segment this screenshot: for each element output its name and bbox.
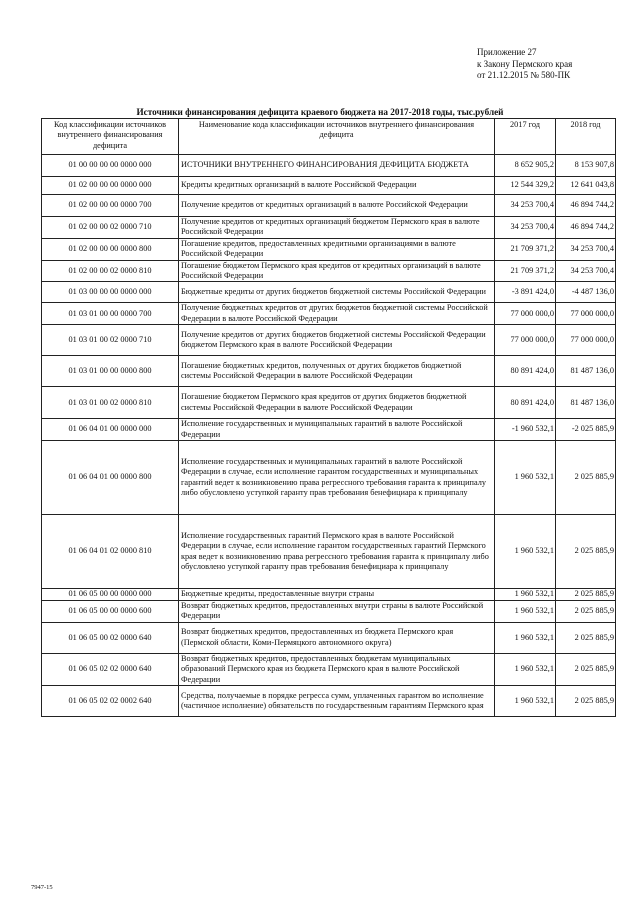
value-2017-cell: 1 960 532,1 xyxy=(495,653,556,685)
header-2018: 2018 год xyxy=(556,119,616,155)
value-2017-cell: 80 891 424,0 xyxy=(495,356,556,387)
table-row xyxy=(42,686,616,717)
value-2018-cell: 77 000 000,0 xyxy=(556,325,616,356)
table-row xyxy=(42,589,616,601)
value-2017-cell: -3 891 424,0 xyxy=(495,282,556,303)
value-2018-cell: 34 253 700,4 xyxy=(556,260,616,282)
code-cell: 01 02 00 00 00 0000 800 xyxy=(42,238,179,260)
code-cell: 01 06 05 00 00 0000 000 xyxy=(42,589,179,601)
value-2017-cell: -1 960 532,1 xyxy=(495,419,556,441)
code-cell: 01 06 04 01 02 0000 810 xyxy=(42,515,179,589)
table-row xyxy=(42,325,616,356)
value-2017-cell: 77 000 000,0 xyxy=(495,325,556,356)
name-cell: Погашение кредитов, предоставленных кредитными организациями в валюте Российской Федерации xyxy=(179,238,495,260)
appendix-note xyxy=(477,47,572,82)
code-cell: 01 02 00 00 00 0000 700 xyxy=(42,195,179,217)
code-cell: 01 00 00 00 00 0000 000 xyxy=(42,155,179,177)
table-row xyxy=(42,155,616,177)
name-cell: Получение кредитов от кредитных организаций в валюте Российской Федерации xyxy=(179,195,495,217)
value-2018-cell: 2 025 885,9 xyxy=(556,601,616,623)
value-2018-cell: 2 025 885,9 xyxy=(556,441,616,515)
table-header-row xyxy=(42,119,616,155)
table-row xyxy=(42,441,616,515)
value-2018-cell: 8 153 907,8 xyxy=(556,155,616,177)
value-2017-cell: 12 544 329,2 xyxy=(495,177,556,195)
value-2017-cell: 1 960 532,1 xyxy=(495,589,556,601)
table-row xyxy=(42,238,616,260)
value-2018-cell: 46 894 744,2 xyxy=(556,195,616,217)
value-2017-cell: 1 960 532,1 xyxy=(495,515,556,589)
value-2018-cell: 77 000 000,0 xyxy=(556,303,616,325)
code-cell: 01 06 04 01 00 0000 000 xyxy=(42,419,179,441)
name-cell: Получение кредитов от кредитных организаций бюджетом Пермского края в валюте Российской Федерации xyxy=(179,217,495,239)
table-row xyxy=(42,177,616,195)
value-2018-cell: 34 253 700,4 xyxy=(556,238,616,260)
code-cell: 01 02 00 00 02 0000 810 xyxy=(42,260,179,282)
value-2018-cell: -4 487 136,0 xyxy=(556,282,616,303)
appendix-line-2: к Закону Пермского края xyxy=(477,58,573,69)
table-row xyxy=(42,622,616,653)
value-2017-cell: 1 960 532,1 xyxy=(495,686,556,717)
appendix-line-1: Приложение 27 xyxy=(477,47,537,57)
code-cell: 01 03 01 00 00 0000 700 xyxy=(42,303,179,325)
header-code: Код классификации источников внутреннего финансирования дефицита xyxy=(42,119,179,155)
value-2018-cell: 2 025 885,9 xyxy=(556,515,616,589)
code-cell: 01 06 04 01 00 0000 800 xyxy=(42,441,179,515)
code-cell: 01 06 05 00 02 0000 640 xyxy=(42,622,179,653)
name-cell: Возврат бюджетных кредитов, предоставленных внутри страны в валюте Российской Федерации xyxy=(179,601,495,623)
value-2017-cell: 80 891 424,0 xyxy=(495,387,556,419)
table-row xyxy=(42,195,616,217)
value-2018-cell: 81 487 136,0 xyxy=(556,356,616,387)
name-cell: Кредиты кредитных организаций в валюте Российской Федерации xyxy=(179,177,495,195)
name-cell: Погашение бюджетом Пермского края кредитов от кредитных организаций в валюте Российской Федерации xyxy=(179,260,495,282)
table-row xyxy=(42,282,616,303)
value-2018-cell: 2 025 885,9 xyxy=(556,622,616,653)
table-row xyxy=(42,653,616,685)
table-row xyxy=(42,601,616,623)
name-cell: Погашение бюджетом Пермского края кредитов от других бюджетов бюджетной системы Российской Федерации в валюте Российской Федерации xyxy=(179,387,495,419)
table-row xyxy=(42,515,616,589)
table-row xyxy=(42,217,616,239)
name-cell: Возврат бюджетных кредитов, предоставленных бюджетам муниципальных образований Пермского края из бюджета Пермского края в валюте Российской Федерации xyxy=(179,653,495,685)
name-cell: Погашение бюджетных кредитов, полученных от других бюджетов бюджетной системы Российской Федерации в валюте Российской Федерации xyxy=(179,356,495,387)
name-cell: Получение бюджетных кредитов от других бюджетов бюджетной системы Российской Федерации в валюте Российской Федерации xyxy=(179,303,495,325)
value-2018-cell: 2 025 885,9 xyxy=(556,686,616,717)
value-2018-cell: -2 025 885,9 xyxy=(556,419,616,441)
table-row xyxy=(42,419,616,441)
name-cell: Бюджетные кредиты от других бюджетов бюджетной системы Российской Федерации xyxy=(179,282,495,303)
value-2017-cell: 21 709 371,2 xyxy=(495,238,556,260)
code-cell: 01 03 01 00 02 0000 810 xyxy=(42,387,179,419)
table-row xyxy=(42,260,616,282)
value-2017-cell: 34 253 700,4 xyxy=(495,217,556,239)
value-2017-cell: 21 709 371,2 xyxy=(495,260,556,282)
name-cell: Средства, получаемые в порядке регресса сумм, уплаченных гарантом во исполнение (частичное исполнение) обязательств по государственным гарантиям Пермского края xyxy=(179,686,495,717)
value-2018-cell: 46 894 744,2 xyxy=(556,217,616,239)
name-cell: ИСТОЧНИКИ ВНУТРЕННЕГО ФИНАНСИРОВАНИЯ ДЕФИЦИТА БЮДЖЕТА xyxy=(179,155,495,177)
value-2017-cell: 1 960 532,1 xyxy=(495,622,556,653)
header-name: Наименование кода классификации источников внутреннего финансирования дефицита xyxy=(179,119,495,155)
code-cell: 01 06 05 02 02 0000 640 xyxy=(42,653,179,685)
name-cell: Бюджетные кредиты, предоставленные внутри страны xyxy=(179,589,495,601)
code-cell: 01 03 01 00 00 0000 800 xyxy=(42,356,179,387)
name-cell: Возврат бюджетных кредитов, предоставленных из бюджета Пермского края (Пермской области, Коми-Пермяцкого автономного округа) xyxy=(179,622,495,653)
value-2018-cell: 2 025 885,9 xyxy=(556,589,616,601)
value-2017-cell: 1 960 532,1 xyxy=(495,601,556,623)
code-cell: 01 02 00 00 00 0000 000 xyxy=(42,177,179,195)
sources-table xyxy=(41,118,616,717)
table-row xyxy=(42,303,616,325)
table-row xyxy=(42,356,616,387)
value-2017-cell: 1 960 532,1 xyxy=(495,441,556,515)
code-cell: 01 02 00 00 02 0000 710 xyxy=(42,217,179,239)
value-2017-cell: 77 000 000,0 xyxy=(495,303,556,325)
name-cell: Исполнение государственных и муниципальных гарантий в валюте Российской Федерации xyxy=(179,419,495,441)
footer-code: 7947-15 xyxy=(31,884,53,891)
code-cell: 01 06 05 02 02 0002 640 xyxy=(42,686,179,717)
name-cell: Исполнение государственных и муниципальных гарантий в валюте Российской Федерации в случае, если исполнение гарантом государственных и муниципальных гарантий ведет к возникновению права регрессного требования гаранта к принципалу либо обусловлено уступкой гаранту прав требования бенефициара к принципалу xyxy=(179,441,495,515)
code-cell: 01 03 01 00 02 0000 710 xyxy=(42,325,179,356)
document-title: Источники финансирования дефицита краевого бюджета на 2017-2018 годы, тыс.рублей xyxy=(136,107,504,117)
value-2017-cell: 8 652 905,2 xyxy=(495,155,556,177)
name-cell: Исполнение государственных гарантий Пермского края в валюте Российской Федерации в случае, если исполнение гарантом государственных гарантий Пермского края ведет к возникновению права регрессного требования гаранта к принципалу либо обусловлено уступкой гаранту прав требования бенефициара к принципалу xyxy=(179,515,495,589)
header-2017: 2017 год xyxy=(495,119,556,155)
value-2018-cell: 81 487 136,0 xyxy=(556,387,616,419)
table-row xyxy=(42,387,616,419)
value-2018-cell: 2 025 885,9 xyxy=(556,653,616,685)
table-body xyxy=(42,155,616,717)
appendix-line-3: от 21.12.2015 № 580-ПК xyxy=(477,70,571,80)
value-2018-cell: 12 641 043,8 xyxy=(556,177,616,195)
value-2017-cell: 34 253 700,4 xyxy=(495,195,556,217)
code-cell: 01 06 05 00 00 0000 600 xyxy=(42,601,179,623)
name-cell: Получение кредитов от других бюджетов бюджетной системы Российской Федерации бюджетом Пермского края в валюте Российской Федерации xyxy=(179,325,495,356)
code-cell: 01 03 00 00 00 0000 000 xyxy=(42,282,179,303)
